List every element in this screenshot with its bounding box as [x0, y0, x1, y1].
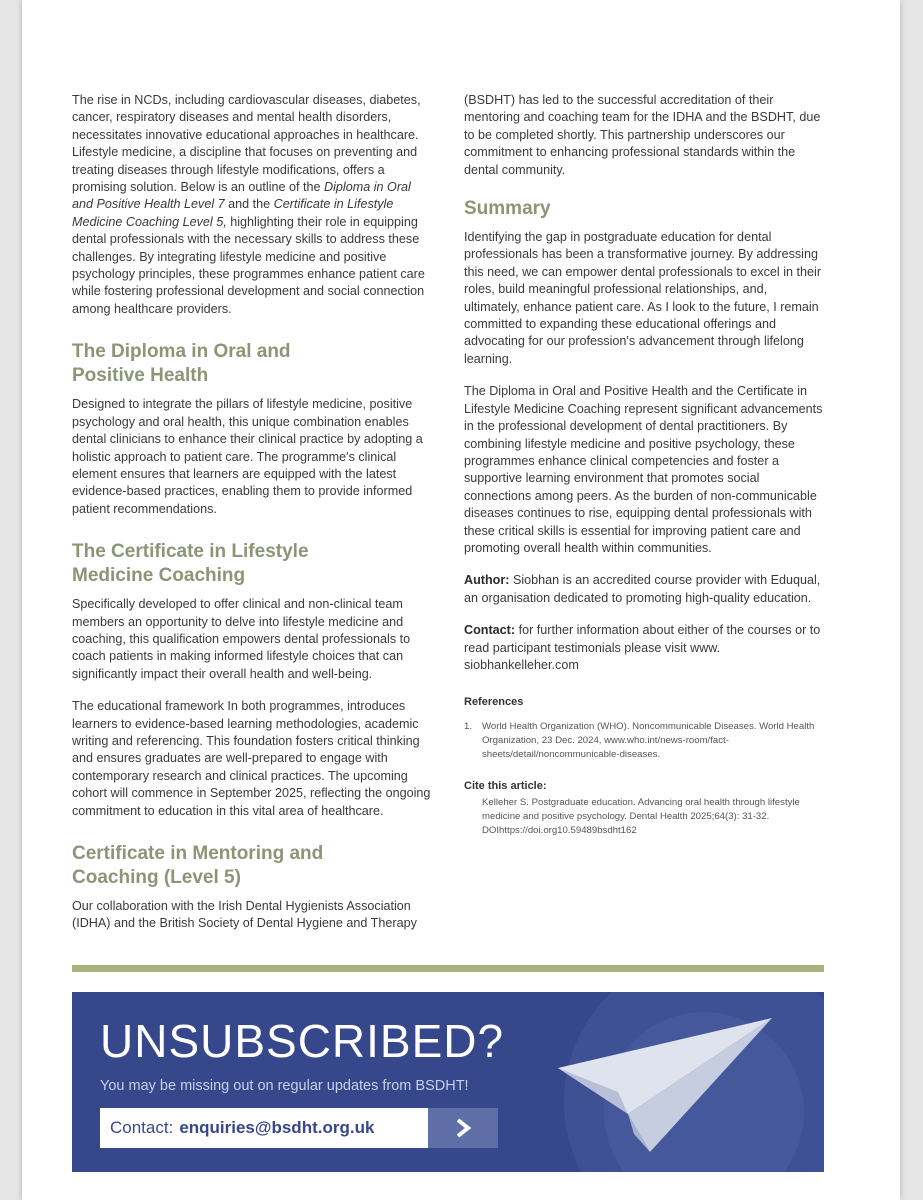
certificate-title-italic: Certificate in Lifestyle Medicine Coaching Level 5,	[72, 197, 394, 229]
diploma-title-italic: Diploma in Oral and Positive Health Level 7	[72, 180, 411, 212]
author-paragraph: Author: Siobhan is an accredited course provider with Eduqual, an organisation dedicated to promoting high-quality education.	[464, 573, 821, 605]
diploma-heading: The Diploma in Oral and Positive Health	[72, 341, 291, 387]
certificate-heading: The Certificate in Lifestyle Medicine Coaching	[72, 541, 309, 587]
reference-item: 1. World Health Organization (WHO). Noncommunicable Diseases. World Health Organization, 23 Dec. 2024, www.who.int/news-room/fact-sheets/detail/noncommunicable-diseases.	[464, 721, 815, 761]
unsubscribed-banner[interactable]	[72, 992, 824, 1172]
summary-heading: Summary	[464, 198, 551, 220]
right-column	[464, 92, 824, 838]
references-heading: References	[464, 696, 524, 709]
magazine-page	[22, 0, 900, 1200]
contact-arrow-button[interactable]	[428, 1108, 498, 1148]
paper-plane-icon	[558, 1018, 778, 1154]
contact-paragraph: Contact: for further information about either of the courses or to read participant testimonials please visit www. siobhankelleher.com	[464, 623, 821, 672]
certificate-paragraph-1: Specifically developed to offer clinical and non-clinical team members an opportunity to delve into lifestyle medicine and coaching, this qualification empowers dental professionals to coach patients in making informed lifestyle choices that can significantly impact their overall health and well-being.	[72, 597, 411, 681]
author-label: Author:	[464, 573, 510, 588]
left-column	[72, 92, 432, 948]
intro-paragraph: The rise in NCDs, including cardiovascular diseases, diabetes, cancer, respiratory diseases and mental health disorders, necessitates innovative educational approaches in healthcare. Lifestyle medicine, a discipline that focuses on preventing and treating diseases through lifestyle modifications, offers a promising solution. Below is an outline of the Diploma in Oral and Positive Health Level 7 and the Certificate in Lifestyle Medicine Coaching Level 5, highlighting their role in equipping dental professionals with the necessary skills to address these challenges. By integrating lifestyle medicine and positive psychology principles, these programmes enhance patient care while fostering professional development and social connection among healthcare providers.	[72, 93, 425, 316]
cite-heading: Cite this article:	[464, 780, 547, 793]
cite-text: Kelleher S. Postgraduate education. Advancing oral health through lifestyle medicine and positive psychology. Dental Health 2025;64(3): 31-32. DOIhttps://doi.org10.59489bsdht162	[482, 797, 800, 837]
banner-subtitle: You may be missing out on regular updates from BSDHT!	[100, 1078, 469, 1094]
certificate-paragraph-2: The educational framework In both programmes, introduces learners to evidence-based learning methodologies, academic writing and referencing. This foundation fosters critical thinking and ensures graduates are well-prepared to engage with contemporary research and clinical practices. The upcoming cohort will commence in September 2025, reflecting the ongoing commitment to education in this vital area of healthcare.	[72, 699, 431, 818]
summary-paragraph-2: The Diploma in Oral and Positive Health and the Certificate in Lifestyle Medicine Coaching represent significant advancements in the professional development of dental practitioners. By combining lifestyle medicine and positive psychology, these programmes enhance clinical competencies and foster a supportive learning environment that promotes social connections among peers. As the burden of non-communicable diseases continues to rise, equipping dental professionals with these critical skills is essential for improving patient care and promoting overall health within communities.	[464, 384, 823, 555]
mentoring-heading: Certificate in Mentoring and Coaching (Level 5)	[72, 843, 324, 888]
continued-paragraph: (BSDHT) has led to the successful accreditation of their mentoring and coaching team for the IDHA and the BSDHT, due to be completed shortly. This partnership underscores our commitment to enhancing professional standards within the dental community.	[464, 93, 821, 177]
divider-rule	[72, 965, 824, 972]
contact-label: Contact:	[110, 1118, 174, 1137]
summary-paragraph-1: Identifying the gap in postgraduate education for dental professionals has been a transformative journey. By addressing this need, we can empower dental professionals to excel in their roles, build meaningful professional relationships, and, ultimately, enhance patient care. As I look to the future, I remain committed to expanding these educational offerings and advocating for our profession's advancement through lifelong learning.	[464, 230, 822, 366]
contact-email-bar[interactable]	[100, 1108, 428, 1148]
diploma-paragraph: Designed to integrate the pillars of lifestyle medicine, positive psychology and oral health, this unique combination enables dental clinicians to enhance their clinical practice by adopting a holistic approach to patient care. The programme's clinical element ensures that learners are equipped with the latest evidence-based practices, enabling them to provide informed patient recommendations.	[72, 397, 423, 516]
banner-title: UNSUBSCRIBED?	[100, 1015, 505, 1067]
contact-email-link[interactable]: enquiries@bsdht.org.uk	[179, 1118, 375, 1137]
chevron-right-icon	[452, 1117, 474, 1139]
mentoring-paragraph: Our collaboration with the Irish Dental Hygienists Association (IDHA) and the British Society of Dental Hygiene and Therapy	[72, 899, 417, 931]
contact-label: Contact:	[464, 623, 516, 638]
